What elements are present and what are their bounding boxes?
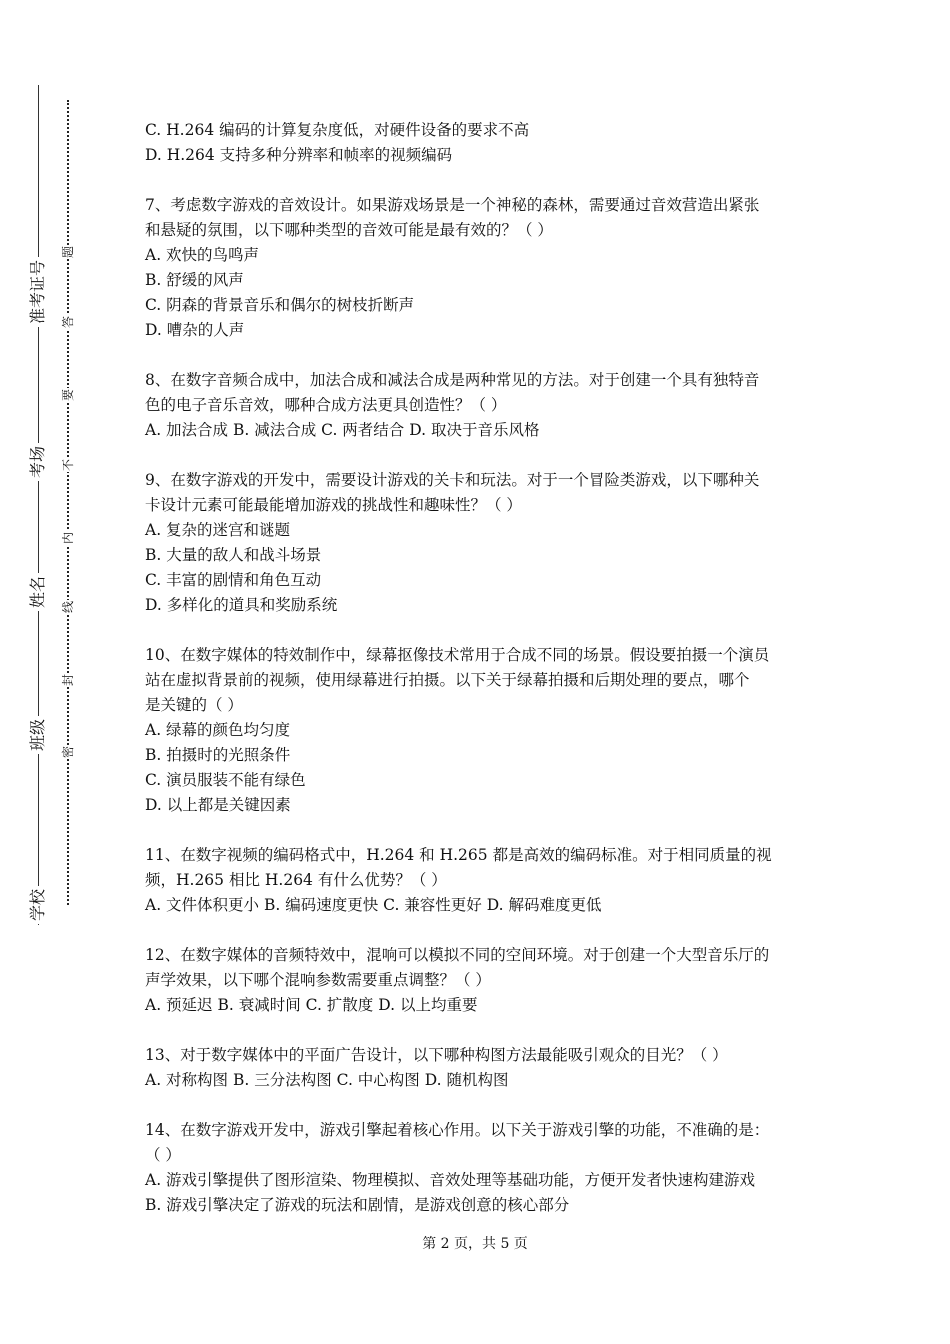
question-block <box>145 843 825 918</box>
question-text: 卡设计元素可能最能增加游戏的挑战性和趣味性？（ ） <box>145 496 522 514</box>
answer-option: C. 演员服装不能有绿色 <box>145 771 306 789</box>
binding-line <box>38 85 39 925</box>
question-text: 频，H.265 相比 H.264 有什么优势？（ ） <box>145 871 447 889</box>
question-block <box>145 368 825 443</box>
question-text: （ ） <box>145 1146 181 1164</box>
question-block <box>145 943 825 1018</box>
seal-char: 密 <box>61 745 75 759</box>
answer-option: A. 文件体积更小 B. 编码速度更快 C. 兼容性更好 D. 解码难度更低 <box>145 896 602 914</box>
answer-option: A. 对称构图 B. 三分法构图 C. 中心构图 D. 随机构图 <box>145 1071 509 1089</box>
answer-option: A. 游戏引擎提供了图形渲染、物理模拟、音效处理等基础功能，方便开发者快速构建游戏 <box>145 1171 756 1189</box>
question-text: 7、考虑数字游戏的音效设计。如果游戏场景是一个神秘的森林，需要通过音效营造出紧张 <box>145 196 760 214</box>
seal-char: 内 <box>61 531 75 545</box>
answer-option: A. 加法合成 B. 减法合成 C. 两者结合 D. 取决于音乐风格 <box>145 421 540 439</box>
answer-option: D. 嘈杂的人声 <box>145 321 245 339</box>
question-block <box>145 193 825 343</box>
question-block <box>145 118 825 168</box>
exam-id-label: 准考证号 <box>29 257 47 327</box>
question-text: 11、在数字视频的编码格式中，H.264 和 H.265 都是高效的编码标准。对于相同质量的视 <box>145 846 772 864</box>
question-text: 13、对于数字媒体中的平面广告设计，以下哪种构图方法最能吸引观众的目光？（ ） <box>145 1046 728 1064</box>
answer-option: B. 大量的敌人和战斗场景 <box>145 546 322 564</box>
question-text: 色的电子音乐音效，哪种合成方法更具创造性？（ ） <box>145 396 507 414</box>
answer-option: B. 拍摄时的光照条件 <box>145 746 291 764</box>
answer-option: B. 舒缓的风声 <box>145 271 244 289</box>
class-label: 班级 <box>29 716 47 754</box>
exam-room-label: 考场 <box>29 443 47 481</box>
question-block <box>145 1043 825 1093</box>
question-text: 12、在数字媒体的音频特效中，混响可以模拟不同的空间环境。对于创建一个大型音乐厅的 <box>145 946 770 964</box>
seal-char: 不 <box>61 458 75 472</box>
seal-char: 要 <box>61 388 75 402</box>
answer-option: C. 丰富的剧情和角色互动 <box>145 571 322 589</box>
answer-option: B. 游戏引擎决定了游戏的玩法和剧情，是游戏创意的核心部分 <box>145 1196 570 1214</box>
name-label: 姓名 <box>29 573 47 611</box>
question-text: 14、在数字游戏开发中，游戏引擎起着核心作用。以下关于游戏引擎的功能，不准确的是： <box>145 1121 770 1139</box>
question-text: 和悬疑的氛围，以下哪种类型的音效可能是最有效的？（ ） <box>145 221 553 239</box>
question-block <box>145 468 825 618</box>
seal-char: 线 <box>61 600 75 614</box>
question-text: 声学效果，以下哪个混响参数需要重点调整？（ ） <box>145 971 491 989</box>
question-text: 10、在数字媒体的特效制作中，绿幕抠像技术常用于合成不同的场景。假设要拍摄一个演员 <box>145 646 770 664</box>
answer-option: C. H.264 编码的计算复杂度低，对硬件设备的要求不高 <box>145 121 530 139</box>
answer-option: C. 阴森的背景音乐和偶尔的树枝折断声 <box>145 296 415 314</box>
seal-char: 封 <box>61 673 75 687</box>
seal-dotted-line <box>67 100 69 905</box>
question-text: 8、在数字音频合成中，加法合成和减法合成是两种常见的方法。对于创建一个具有独特音 <box>145 371 760 389</box>
answer-option: A. 欢快的鸟鸣声 <box>145 246 260 264</box>
answer-option: D. H.264 支持多种分辨率和帧率的视频编码 <box>145 146 453 164</box>
answer-option: D. 多样化的道具和奖励系统 <box>145 596 338 614</box>
question-text: 站在虚拟背景前的视频，使用绿幕进行拍摄。以下关于绿幕拍摄和后期处理的要点，哪个 <box>145 671 750 689</box>
question-block <box>145 1118 825 1218</box>
seal-char: 答 <box>61 315 75 329</box>
question-block <box>145 643 825 818</box>
question-list <box>145 118 825 1243</box>
school-label: 学校 <box>29 886 47 924</box>
page-footer: 第 2 页，共 5 页 <box>422 1236 528 1252</box>
answer-option: A. 绿幕的颜色均匀度 <box>145 721 291 739</box>
seal-char: 题 <box>61 245 75 259</box>
answer-option: A. 预延迟 B. 衰减时间 C. 扩散度 D. 以上均重要 <box>145 996 478 1014</box>
answer-option: D. 以上都是关键因素 <box>145 796 291 814</box>
answer-option: A. 复杂的迷宫和谜题 <box>145 521 291 539</box>
question-text: 9、在数字游戏的开发中，需要设计游戏的关卡和玩法。对于一个冒险类游戏，以下哪种关 <box>145 471 760 489</box>
question-text: 是关键的（ ） <box>145 696 243 714</box>
